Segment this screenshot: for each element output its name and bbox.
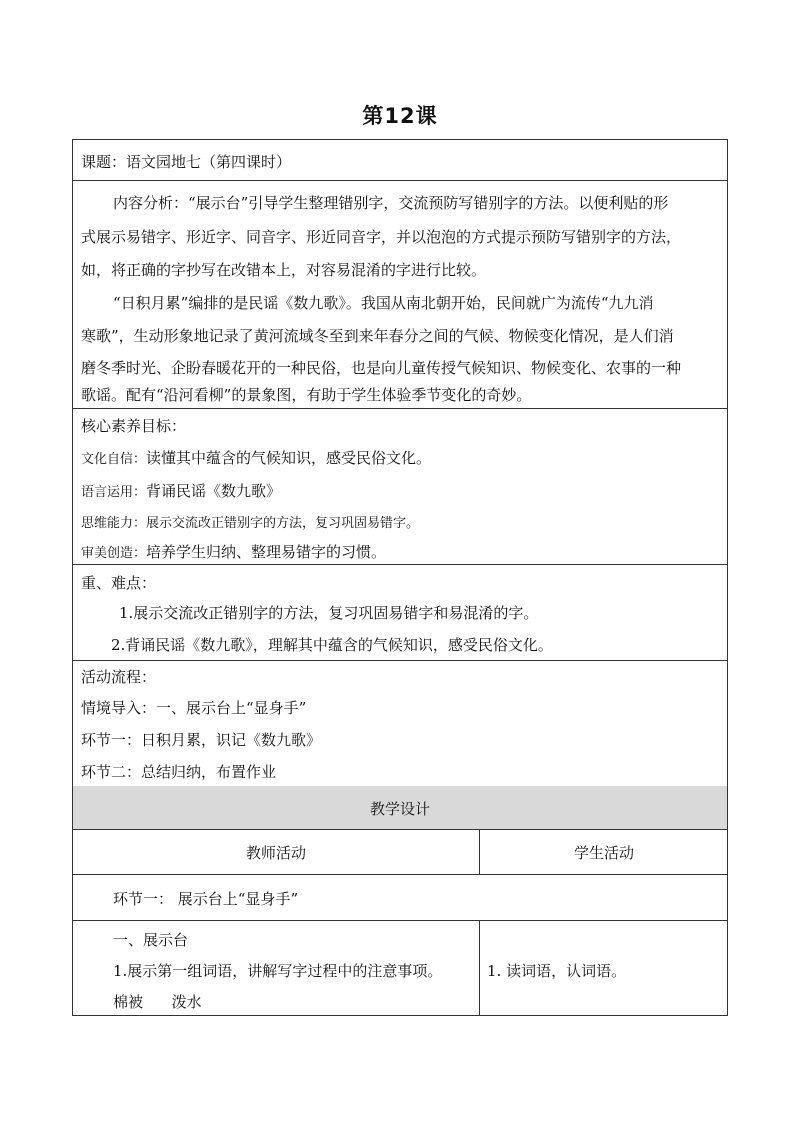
student-column-header: 学生活动 [573, 844, 634, 862]
core-goals-section [72, 408, 728, 565]
design-header-row [72, 786, 728, 830]
design-columns-row [72, 829, 728, 875]
analysis-line: 歌谣。配有“沿河看柳”的景象图，有助于学生体验季节变化的奇妙。 [81, 386, 532, 404]
analysis-line: 内容分析：“展示台”引导学生整理错别字，交流预防写错别字的方法。以便利贴的形 [113, 194, 669, 212]
core-label: 审美创造： [81, 546, 147, 561]
teacher-line: 棉被 泼水 [113, 993, 202, 1011]
core-label: 文化自信： [81, 452, 147, 467]
core-text: 背诵民谣《数九歌》 [146, 482, 282, 500]
teacher-line: 一、展示台 [113, 931, 189, 949]
student-line: 1. 读词语，认词语。 [487, 962, 627, 980]
section-title: 环节一： 展示台上“显身手” [113, 890, 299, 908]
activity-flow-section [72, 660, 728, 787]
flow-heading: 活动流程： [81, 668, 157, 686]
flow-item: 情境导入：一、展示台上“显身手” [81, 699, 307, 717]
core-item [81, 541, 386, 562]
key-points-section [72, 564, 728, 661]
key-item: 2.背诵民谣《数九歌》，理解其中蕴含的气候知识，感受民俗文化。 [111, 636, 553, 654]
core-item [81, 447, 431, 468]
teacher-line: 1.展示第一组词语，讲解写字过程中的注意事项。 [113, 962, 443, 980]
flow-item: 环节二：总结归纳，布置作业 [81, 763, 277, 781]
core-item [81, 512, 419, 531]
teacher-column-header: 教师活动 [245, 844, 306, 862]
topic-row [72, 139, 728, 181]
key-item: 1.展示交流改正错别字的方法，复习巩固易错字和易混淆的字。 [119, 604, 539, 622]
analysis-line: 磨冬季时光、企盼春暖花开的一种民俗，也是向儿童传授气候知识、物候变化、农事的一种 [81, 359, 682, 377]
analysis-line: 式展示易错字、形近字、同音字、形近同音字，并以泡泡的方式提示预防写错别字的方法， [81, 228, 682, 246]
core-text: 读懂其中蕴含的气候知识，感受民俗文化。 [146, 449, 432, 467]
core-item [81, 480, 281, 501]
core-label: 思维能力： [81, 516, 147, 531]
analysis-section [72, 180, 728, 409]
topic-text: 课题：语文园地七（第四课时） [81, 153, 292, 171]
core-label: 语言运用： [81, 485, 147, 500]
core-heading: 核心素养目标： [81, 417, 187, 435]
column-divider [479, 920, 480, 1015]
core-text: 展示交流改正错别字的方法，复习巩固易错字。 [146, 516, 420, 531]
analysis-line: 寒歌”，生动形象地记录了黄河流域冬至到来年春分之间的气候、物候变化情况，是人们消 [81, 327, 674, 345]
key-heading: 重、难点： [81, 574, 157, 592]
design-content-row [72, 920, 728, 1016]
flow-item: 环节一：日积月累，识记《数九歌》 [81, 731, 322, 749]
page-title: 第12课 [362, 104, 438, 128]
section-row [72, 874, 728, 921]
core-text: 培养学生归纳、整理易错字的习惯。 [146, 543, 387, 561]
analysis-line: “日积月累”编排的是民谣《数九歌》。我国从南北朝开始，民间就广为流传“九九消 [113, 294, 654, 312]
design-header: 教学设计 [369, 800, 430, 818]
analysis-line: 如，将正确的字抄写在改错本上，对容易混淆的字进行比较。 [81, 261, 487, 279]
